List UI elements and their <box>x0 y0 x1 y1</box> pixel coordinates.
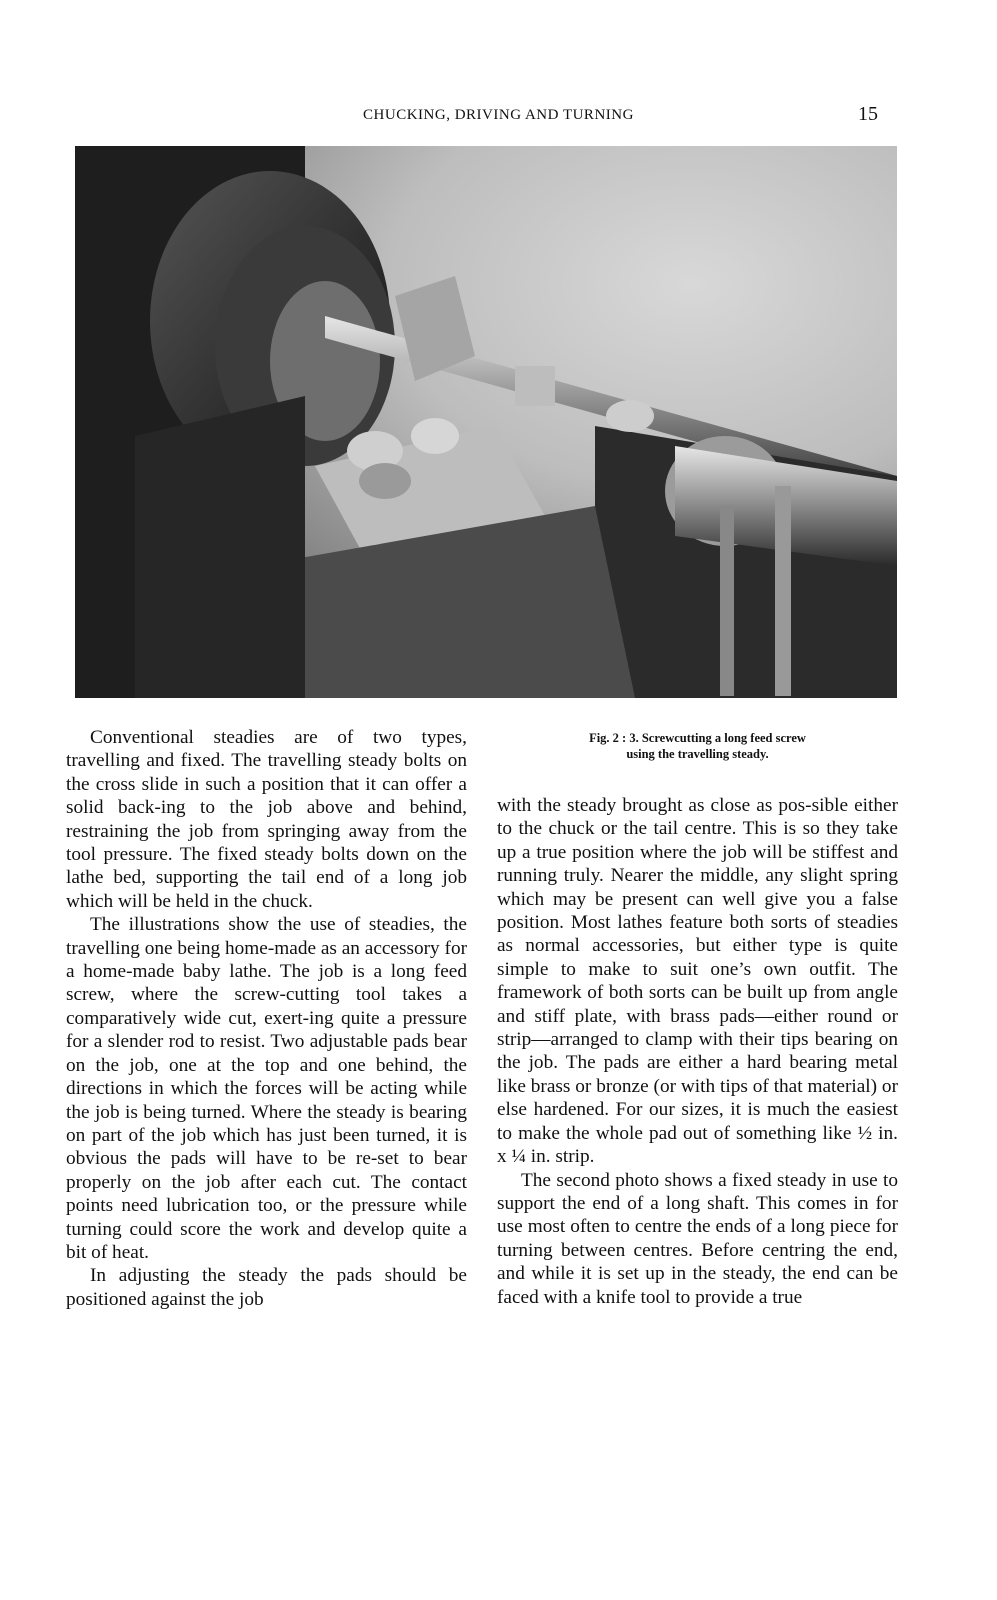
left-column <box>66 726 467 1311</box>
page-number: 15 <box>858 103 878 125</box>
right-paragraph-2: The second photo shows a fixed steady in use to support the end of a long shaft. This comes in for use most often to centre the ends of a long piece for turning between centres. Before centring the end, and while it is set up in the steady, the end can be faced with a knife tool to provide a true <box>497 1169 898 1308</box>
right-paragraph-1: with the steady brought as close as pos-sible either to the chuck or the tail centre. This is so they take up a true position where the job will be stiffest and running truly. Nearer the middle, any slight spring which may be present can well give you a false position. Most lathes feature both sorts of steadies as normal accessories, but either type is quite simple to make to suit one’s own outfit. The framework of both sorts can be built up from angle and stiff plate, with brass pads—either round or strip—arranged to clamp with their tips bearing on the job. The pads are either a hard bearing metal like brass or bronze (or with tips of that material) or else hardened. For our sizes, it is much the easiest to make the whole pad out of something like ½ in. x ¼ in. strip. <box>497 795 898 1168</box>
left-paragraph-1: Conventional steadies are of two types, travelling and fixed. The travelling steady bolts on the cross slide in such a position that it can offer a solid back-ing to the job above and behind, restraining the job from springing away from the tool pressure. The fixed steady bolts down on the lathe bed, supporting the tail end of a long job which will be held in the chuck. <box>66 727 467 912</box>
figure-caption <box>497 730 898 762</box>
left-paragraph-3: In adjusting the steady the pads should be positioned against the job <box>66 1265 467 1310</box>
left-paragraph-2: The illustrations show the use of steadies, the travelling one being home-made as an accessory for a home-made baby lathe. The job is a long feed screw, where the screw-cutting tool takes a comparatively wide cut, exert-ing quite a pressure for a slender rod to resist. Two adjustable pads bear on the job, one at the top and one behind, the directions in which the forces will be acting while the job is being turned. Where the steady is bearing on part of the job which has just been turned, it is obvious the pads will have to be re-set to bear properly on the job after each cut. The contact points need lubrication too, or the pressure while turning could score the work and develop quite a bit of heat. <box>66 914 467 1263</box>
running-head: CHUCKING, DRIVING AND TURNING <box>363 107 634 123</box>
caption-line-2: using the travelling steady. <box>626 747 769 761</box>
right-column <box>497 794 898 1309</box>
page-header <box>0 105 997 131</box>
caption-line-1: Fig. 2 : 3. Screwcutting a long feed screw <box>589 731 806 745</box>
lathe-photo <box>75 146 897 698</box>
